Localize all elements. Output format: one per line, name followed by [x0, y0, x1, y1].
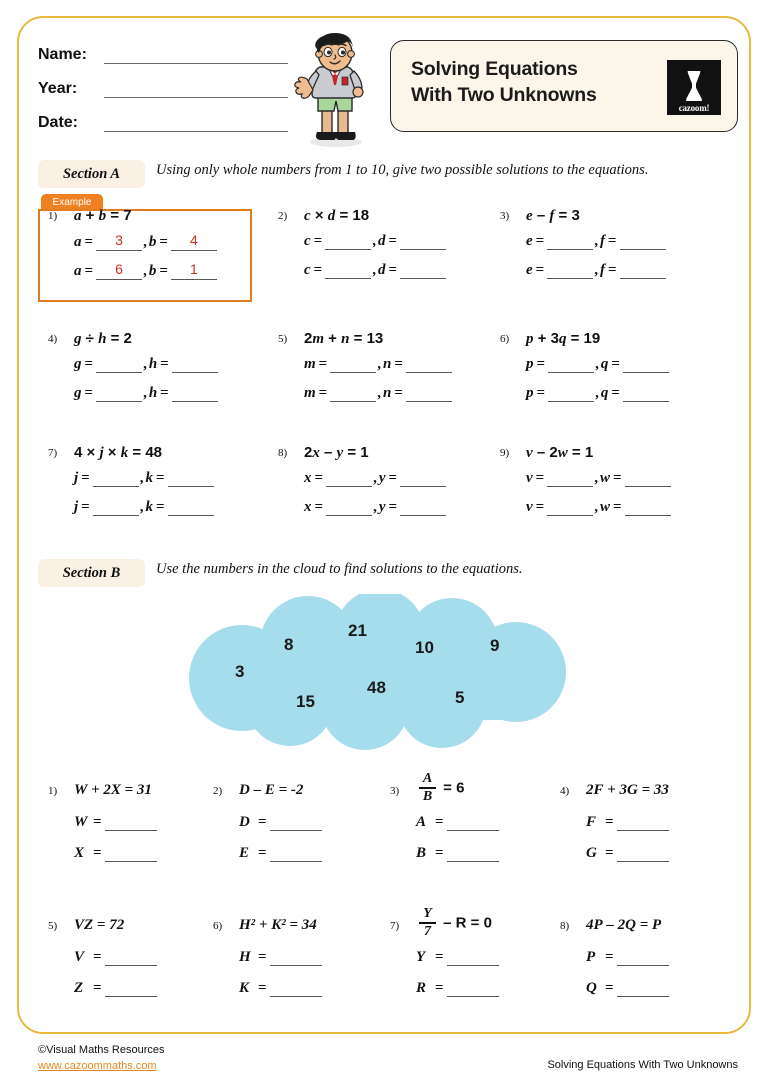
- answer-row: [416, 980, 499, 997]
- answer-var-1: x: [304, 499, 312, 515]
- equals-sign: =: [318, 356, 328, 372]
- answer-var-2: y: [378, 499, 386, 515]
- question-number: 6): [500, 333, 510, 345]
- question-equation: W + 2X = 31: [74, 782, 152, 798]
- answer-blank[interactable]: [447, 847, 499, 862]
- question-number: 7): [390, 920, 400, 932]
- answer-row: [526, 262, 666, 279]
- answer-var-1: a: [74, 234, 82, 250]
- question-equation: H² + K² = 34: [239, 917, 317, 933]
- section-a-instruction: Using only whole numbers from 1 to 10, give two possible solutions to the equations.: [156, 162, 649, 178]
- question-equation: D – E = -2: [239, 782, 304, 798]
- question-equation: a + b = 7: [74, 207, 132, 224]
- logo-wordmark: cazoom!: [678, 103, 710, 113]
- fraction-numerator: A: [422, 771, 433, 786]
- equals-sign: =: [435, 949, 444, 965]
- answer-value[interactable]: 6: [96, 262, 142, 280]
- year-label: Year:: [38, 80, 78, 97]
- comma: ,: [139, 470, 144, 486]
- answer-blank[interactable]: [330, 387, 376, 402]
- equals-sign: =: [435, 845, 444, 861]
- fraction: [419, 772, 436, 804]
- cloud-number: 10: [415, 638, 434, 657]
- answer-blank[interactable]: [447, 982, 499, 997]
- comma: ,: [377, 356, 381, 372]
- answer-variable: G: [586, 845, 597, 861]
- answer-blank[interactable]: [406, 358, 452, 373]
- student-info-fields: [38, 36, 288, 138]
- answer-blank[interactable]: [270, 847, 322, 862]
- fraction-denominator: 7: [424, 923, 431, 939]
- equals-sign: =: [313, 262, 323, 278]
- answer-blank[interactable]: [447, 951, 499, 966]
- answer-variable: W: [74, 814, 88, 830]
- equals-sign: =: [93, 845, 102, 861]
- equals-sign: =: [84, 356, 94, 372]
- equals-sign: =: [159, 263, 168, 279]
- comma: ,: [595, 356, 599, 372]
- answer-blank[interactable]: [400, 235, 446, 250]
- answer-var-1: j: [74, 499, 79, 515]
- answer-blank[interactable]: [172, 358, 218, 373]
- equals-sign: =: [84, 234, 94, 250]
- answer-variable: A: [416, 814, 427, 830]
- equals-sign: =: [613, 499, 622, 515]
- equals-sign: =: [388, 499, 398, 515]
- question-number: 8): [278, 447, 288, 459]
- answer-row: [526, 233, 666, 250]
- answer-var-1: e: [526, 233, 533, 249]
- answer-var-2: h: [148, 356, 158, 372]
- equals-sign: =: [314, 470, 324, 486]
- answer-var-2: n: [382, 385, 392, 401]
- title-line-2: With Two Unknowns: [411, 83, 597, 106]
- answer-row: [304, 262, 446, 279]
- equals-sign: =: [258, 980, 267, 996]
- answer-blank[interactable]: [625, 472, 671, 487]
- answer-variable: Q: [586, 980, 597, 996]
- equals-sign: =: [81, 499, 90, 515]
- answer-blank[interactable]: [96, 358, 142, 373]
- answer-row: [586, 949, 669, 966]
- answer-var-2: b: [148, 263, 157, 279]
- fraction: [419, 907, 436, 939]
- comma: ,: [594, 499, 598, 515]
- question-number: 8): [560, 920, 570, 932]
- question-number: 2): [213, 785, 223, 797]
- answer-variable: Z: [74, 980, 84, 996]
- year-input-line[interactable]: [104, 82, 288, 98]
- answer-row: [416, 949, 499, 966]
- answer-variable: P: [586, 949, 596, 965]
- comma: ,: [139, 499, 144, 515]
- answer-var-2: n: [382, 356, 392, 372]
- equals-sign: =: [155, 470, 165, 486]
- answer-blank[interactable]: [172, 387, 218, 402]
- title-line-1: Solving Equations: [411, 58, 578, 80]
- equals-sign: =: [435, 980, 444, 996]
- answer-blank[interactable]: [325, 264, 371, 279]
- title-box: [390, 40, 738, 132]
- number-cloud: [180, 594, 580, 750]
- answer-blank[interactable]: [270, 982, 322, 997]
- answer-var-1: e: [526, 262, 533, 278]
- equals-sign: =: [607, 262, 617, 278]
- footer-left: [38, 1043, 165, 1075]
- date-field-row: [38, 104, 288, 132]
- answer-var-1: j: [74, 470, 79, 486]
- cloud-number: 15: [296, 692, 315, 711]
- comma: ,: [143, 263, 147, 279]
- question-equation: 4 × j × k = 48: [74, 444, 162, 461]
- answer-var-1: g: [74, 356, 82, 372]
- question-equation: e – f = 3: [526, 207, 580, 224]
- equals-sign: =: [611, 356, 620, 372]
- equals-sign: =: [258, 949, 267, 965]
- equals-sign: =: [613, 470, 622, 486]
- cazoom-logo: [667, 60, 721, 115]
- answer-row: [74, 470, 214, 487]
- answer-blank[interactable]: [325, 235, 371, 250]
- comma: ,: [595, 385, 599, 401]
- answer-variable: F: [586, 814, 597, 830]
- answer-row: [74, 233, 217, 251]
- answer-var-2: k: [145, 499, 153, 515]
- cloud-number: 8: [284, 635, 294, 654]
- question-number: 9): [500, 447, 510, 459]
- answer-var-1: g: [74, 385, 82, 401]
- equals-sign: =: [435, 814, 444, 830]
- answer-row: [74, 262, 217, 280]
- answer-var-2: h: [148, 385, 158, 401]
- cazoommaths-link[interactable]: www.cazoommaths.com: [38, 1059, 157, 1072]
- equals-sign: =: [536, 356, 546, 372]
- comma: ,: [594, 262, 598, 278]
- answer-variable: Y: [416, 949, 426, 965]
- question-equation: 2m + n = 13: [304, 330, 384, 347]
- question-number: 7): [48, 447, 58, 459]
- answer-blank[interactable]: [406, 387, 452, 402]
- footer-title: Solving Equations With Two Unknowns: [547, 1059, 738, 1071]
- answer-var-1: m: [304, 356, 316, 372]
- question-equation: v – 2w = 1: [526, 444, 594, 461]
- schoolboy-mascot-icon: [288, 29, 380, 149]
- answer-var-2: d: [377, 262, 386, 278]
- answer-blank[interactable]: [96, 387, 142, 402]
- answer-blank[interactable]: [105, 847, 157, 862]
- answer-blank[interactable]: [623, 387, 669, 402]
- answer-blank[interactable]: [623, 358, 669, 373]
- answer-row: [74, 499, 214, 516]
- question-equation: 2F + 3G = 33: [586, 782, 669, 798]
- fraction-denominator: B: [422, 788, 433, 804]
- equals-sign: =: [160, 356, 169, 372]
- section-b-instruction: Use the numbers in the cloud to find solutions to the equations.: [156, 561, 523, 577]
- answer-row: [416, 845, 499, 862]
- question-equation: $\frac{Y}{7}$ – R = 0: [416, 908, 492, 940]
- answer-blank[interactable]: [400, 264, 446, 279]
- answer-blank[interactable]: [547, 472, 593, 487]
- name-label: Name:: [38, 46, 87, 63]
- equals-sign: =: [313, 233, 323, 249]
- equals-sign: =: [258, 814, 267, 830]
- equals-sign: =: [160, 385, 169, 401]
- answer-value[interactable]: 1: [171, 262, 217, 280]
- equals-sign: =: [84, 385, 94, 401]
- worksheet-header: [38, 34, 738, 144]
- equals-sign: =: [536, 385, 546, 401]
- answer-blank[interactable]: [547, 501, 593, 516]
- question-number: 1): [48, 785, 58, 797]
- name-input-line[interactable]: [104, 48, 288, 64]
- answer-variable: D: [239, 814, 250, 830]
- answer-blank[interactable]: [400, 472, 446, 487]
- section-b-label: Section B: [62, 564, 121, 581]
- answer-variable: H: [239, 949, 251, 965]
- equals-sign: =: [607, 233, 617, 249]
- equals-sign: =: [605, 814, 614, 830]
- cloud-number: 21: [348, 621, 367, 640]
- question-equation: 4P – 2Q = P: [586, 917, 662, 933]
- equals-sign: =: [388, 262, 398, 278]
- answer-var-2: f: [599, 262, 605, 278]
- answer-variable: E: [239, 845, 250, 861]
- answer-blank[interactable]: [168, 501, 214, 516]
- equals-sign: =: [93, 980, 102, 996]
- hourglass-vase-icon: [684, 71, 704, 101]
- answer-blank[interactable]: [400, 501, 446, 516]
- answer-var-1: p: [526, 385, 534, 401]
- equals-sign: =: [535, 470, 545, 486]
- answer-var-1: v: [526, 499, 533, 515]
- section-b-chip: [38, 559, 145, 587]
- equals-sign: =: [81, 470, 90, 486]
- answer-blank[interactable]: [326, 501, 372, 516]
- answer-variable: B: [416, 845, 427, 861]
- cloud-number: 3: [235, 662, 245, 681]
- answer-blank[interactable]: [547, 235, 593, 250]
- comma: ,: [373, 499, 377, 515]
- question-equation: 2x – y = 1: [304, 444, 369, 461]
- answer-row: [586, 845, 669, 862]
- answer-blank[interactable]: [617, 816, 669, 831]
- comma: ,: [143, 234, 147, 250]
- question-number: 2): [278, 210, 288, 222]
- answer-value[interactable]: 4: [171, 233, 217, 251]
- answer-variable: X: [74, 845, 85, 861]
- answer-var-2: w: [599, 470, 610, 486]
- worksheet-title: [411, 57, 641, 108]
- answer-var-2: q: [600, 356, 609, 372]
- answer-row: [239, 949, 322, 966]
- section-b-bar: [38, 559, 738, 587]
- answer-blank[interactable]: [330, 358, 376, 373]
- answer-blank[interactable]: [270, 816, 322, 831]
- answer-var-2: b: [148, 234, 157, 250]
- answer-row: [239, 845, 322, 862]
- answer-blank[interactable]: [617, 847, 669, 862]
- answer-blank[interactable]: [617, 951, 669, 966]
- answer-row: [526, 470, 671, 487]
- fraction-numerator: Y: [423, 906, 432, 921]
- question-number: 3): [500, 210, 510, 222]
- example-tab-label: Example: [52, 197, 92, 208]
- comma: ,: [377, 385, 381, 401]
- answer-var-2: y: [378, 470, 386, 486]
- answer-blank[interactable]: [105, 982, 157, 997]
- answer-row: [526, 385, 669, 402]
- answer-row: [239, 814, 322, 831]
- equals-sign: =: [535, 233, 545, 249]
- date-input-line[interactable]: [104, 116, 288, 132]
- question-equation: p + 3q = 19: [526, 330, 601, 347]
- answer-row: [304, 499, 446, 516]
- question-equation: c × d = 18: [304, 207, 370, 224]
- answer-blank[interactable]: [548, 387, 594, 402]
- answer-var-1: v: [526, 470, 533, 486]
- cloud-number: 5: [455, 688, 465, 707]
- comma: ,: [594, 470, 598, 486]
- equals-sign: =: [535, 262, 545, 278]
- equals-sign: =: [611, 385, 620, 401]
- answer-row: [416, 814, 499, 831]
- example-box: [38, 209, 252, 302]
- equals-sign: =: [605, 980, 614, 996]
- equals-sign: =: [605, 845, 614, 861]
- answer-variable: V: [74, 949, 85, 965]
- section-a-label: Section A: [62, 165, 121, 182]
- answer-row: [586, 814, 669, 831]
- equals-sign: =: [388, 470, 398, 486]
- comma: ,: [143, 356, 147, 372]
- equals-sign: =: [258, 845, 267, 861]
- answer-row: [74, 949, 157, 966]
- cloud-number: 9: [490, 636, 500, 655]
- question-number: 4): [560, 785, 570, 797]
- equals-sign: =: [535, 499, 545, 515]
- answer-var-2: k: [145, 470, 153, 486]
- answer-blank[interactable]: [547, 264, 593, 279]
- answer-var-2: d: [377, 233, 386, 249]
- equals-sign: =: [84, 263, 94, 279]
- question-equation: g ÷ h = 2: [74, 330, 132, 347]
- equals-sign: =: [318, 385, 328, 401]
- question-equation: VZ = 72: [74, 917, 125, 933]
- answer-row: [74, 980, 157, 997]
- equals-sign: =: [605, 949, 614, 965]
- section-a-bar: [38, 160, 738, 188]
- equals-sign: =: [155, 499, 165, 515]
- answer-blank[interactable]: [548, 358, 594, 373]
- question-number: 6): [213, 920, 223, 932]
- answer-row: [74, 814, 157, 831]
- answer-variable: K: [239, 980, 250, 996]
- answer-row: [74, 356, 218, 373]
- answer-row: [304, 385, 452, 402]
- answer-blank[interactable]: [105, 816, 157, 831]
- answer-row: [526, 356, 669, 373]
- equals-sign: =: [159, 234, 168, 250]
- answer-var-1: a: [74, 263, 82, 279]
- answer-row: [74, 845, 157, 862]
- answer-var-1: c: [304, 262, 311, 278]
- answer-var-1: c: [304, 233, 311, 249]
- answer-row: [304, 233, 446, 250]
- answer-row: [586, 980, 669, 997]
- answer-blank[interactable]: [168, 472, 214, 487]
- answer-row: [304, 470, 446, 487]
- year-field-row: [38, 70, 288, 98]
- answer-blank[interactable]: [270, 951, 322, 966]
- answer-row: [304, 356, 452, 373]
- equals-sign: =: [93, 949, 102, 965]
- answer-var-1: p: [526, 356, 534, 372]
- comma: ,: [373, 470, 377, 486]
- comma: ,: [143, 385, 147, 401]
- answer-blank[interactable]: [625, 501, 671, 516]
- question-number: 5): [278, 333, 288, 345]
- answer-blank[interactable]: [326, 472, 372, 487]
- question-number: 5): [48, 920, 58, 932]
- answer-blank[interactable]: [93, 501, 139, 516]
- comma: ,: [372, 233, 376, 249]
- answer-var-2: f: [599, 233, 605, 249]
- answer-blank[interactable]: [620, 264, 666, 279]
- answer-var-1: x: [304, 470, 312, 486]
- equals-sign: =: [388, 233, 398, 249]
- answer-var-2: q: [600, 385, 609, 401]
- answer-row: [526, 499, 671, 516]
- equals-sign: =: [394, 356, 403, 372]
- answer-blank[interactable]: [105, 951, 157, 966]
- answer-row: [239, 980, 322, 997]
- question-number: 3): [390, 785, 400, 797]
- question-equation: $\frac{A}{B}$ = 6: [416, 773, 464, 805]
- answer-value[interactable]: 3: [96, 233, 142, 251]
- answer-blank[interactable]: [93, 472, 139, 487]
- answer-var-2: w: [599, 499, 610, 515]
- question-number: 4): [48, 333, 58, 345]
- answer-blank[interactable]: [447, 816, 499, 831]
- answer-row: [74, 385, 218, 402]
- section-a-chip: [38, 160, 145, 188]
- equals-sign: =: [394, 385, 403, 401]
- comma: ,: [372, 262, 376, 278]
- date-label: Date:: [38, 114, 79, 131]
- copyright-text: ©Visual Maths Resources: [38, 1044, 165, 1056]
- answer-blank[interactable]: [620, 235, 666, 250]
- question-number: 1): [48, 210, 58, 222]
- cloud-number: 48: [367, 678, 386, 697]
- answer-blank[interactable]: [617, 982, 669, 997]
- equals-sign: =: [314, 499, 324, 515]
- comma: ,: [594, 233, 598, 249]
- equals-sign: =: [93, 814, 102, 830]
- name-field-row: [38, 36, 288, 64]
- answer-variable: R: [416, 980, 427, 996]
- answer-var-1: m: [304, 385, 316, 401]
